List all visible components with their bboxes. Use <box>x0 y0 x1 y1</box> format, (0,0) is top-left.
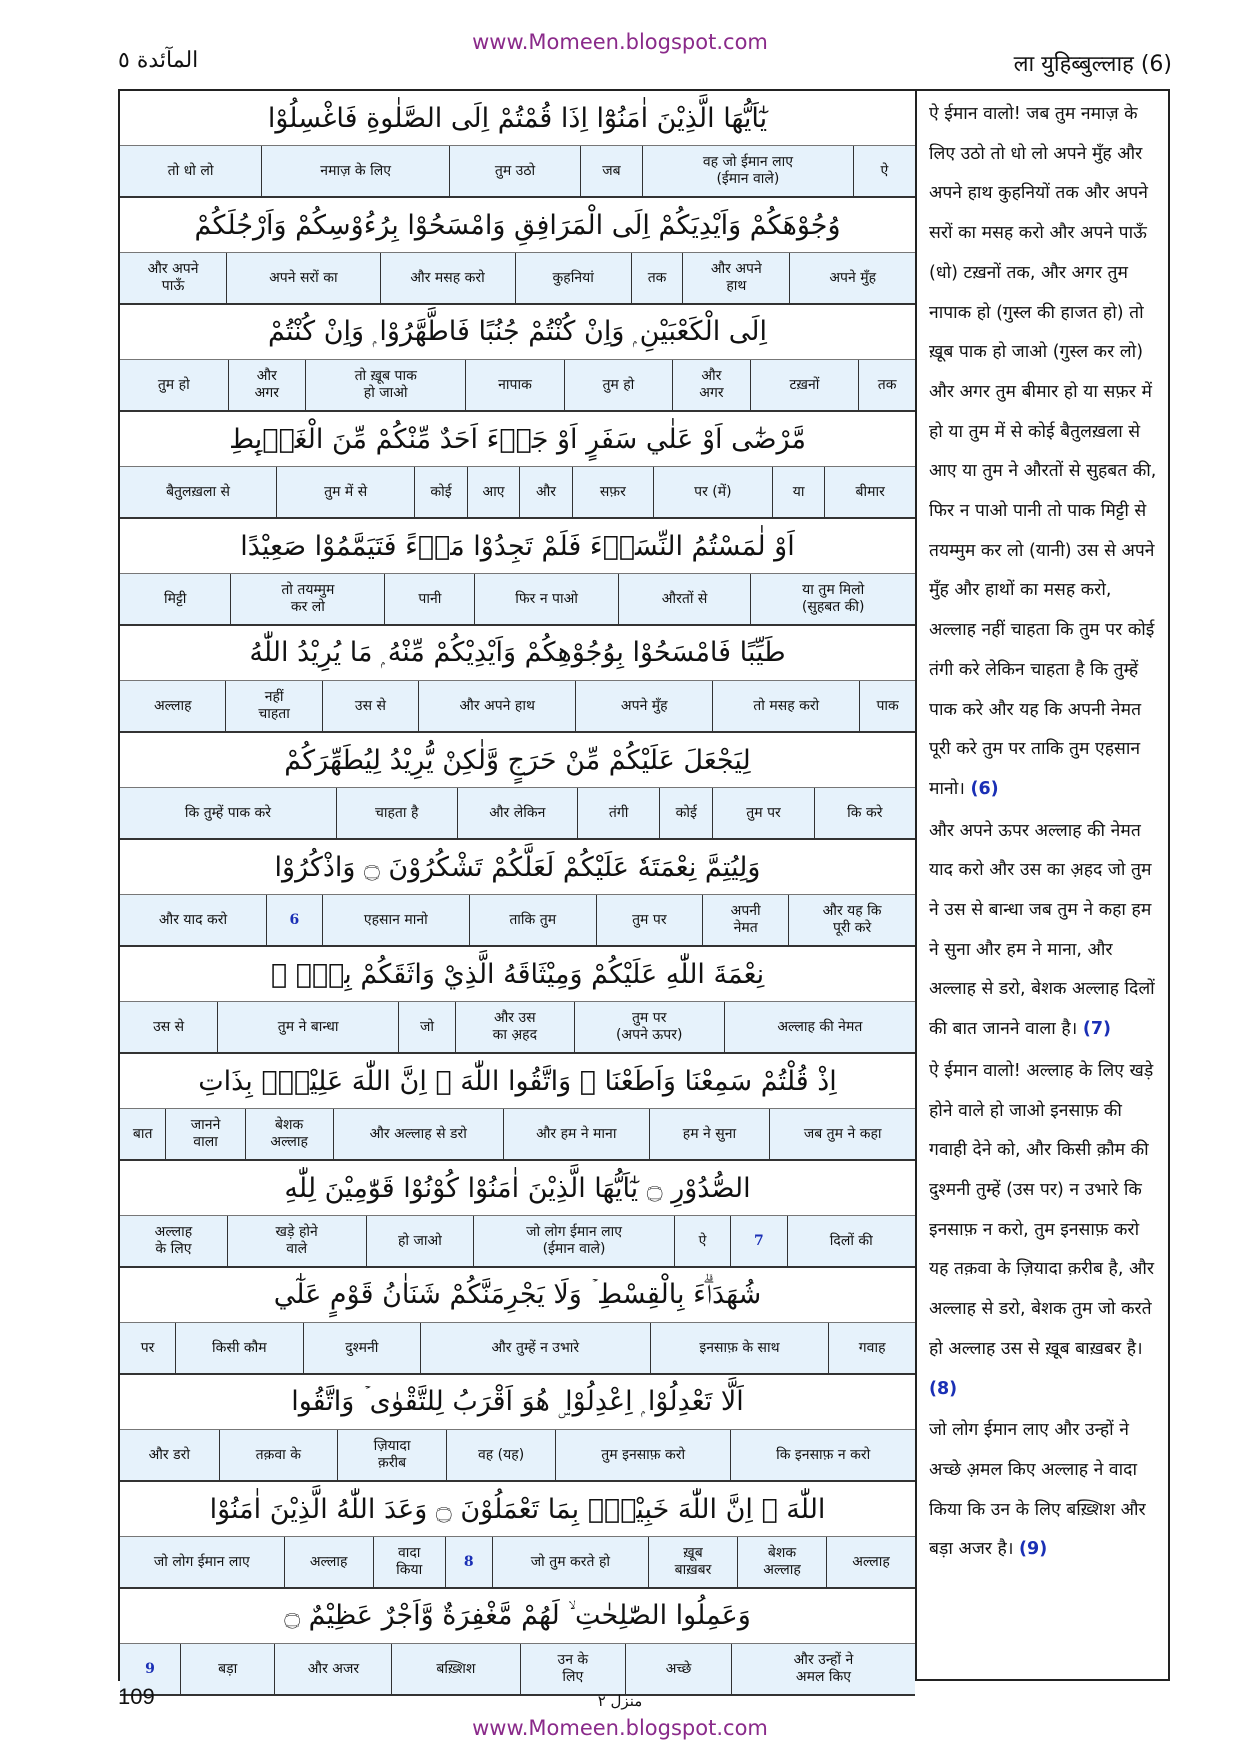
word-translation-row <box>120 1644 915 1696</box>
paragraph-text: और अपने ऊपर अल्लाह की नेमत याद करो और उस का अ़हद जो तुम ने उस से बान्धा जब तुम ने कहा हम ने सुना और हम ने माना, और अल्लाह से डरो, बेशक अल्लाह दिलों की बात जानने वाला है। <box>929 820 1155 1040</box>
word-cell: तुम पर (अपने ऊपर) <box>574 1002 724 1052</box>
word-cell: कि तुम्हें पाक करे <box>184 804 272 821</box>
paragraph-text: ऐ ईमान वालो! जब तुम नमाज़ के लिए उठो तो धो लो अपने मुँह और अपने हाथ कुहनियों तक और अपने सरों का मसह करो और अपने पाऊँ (धो) टख़नों तक, और अगर तुम नापाक हो (गुस्ल की हाजत हो) तो ख़ूब पाक हो जाओ (गुस्ल कर लो) और अगर तुम बीमार हो या सफ़र में हो या तुम में से कोई बैतुलख़ला से आए या तुम ने औरतों से सुहबत की, फिर न पाओ पानी तो पाक मिट्टी से तयम्मुम कर लो (यानी) उस से अपने मुँह और हाथों का मसह करो, अल्लाह नहीं चाहता कि तुम पर कोई तंगी करे लेकिन चाहता है कि तुम्हें पाक करे और यह कि अपनी नेमत पूरी करे तुम पर ताकि तुम एहसान मानो। <box>929 104 1157 799</box>
word-cell: जब तुम ने कहा <box>769 1109 915 1159</box>
word-cell: अल्लाह <box>153 697 192 714</box>
word-cell: नहीं चाहता <box>225 681 321 731</box>
arabic-line: طَيِّبًا فَامْسَحُوْا بِوُجُوْهِكُمْ وَاَيْدِيْكُمْ مِّنْهُ ۭ مَا يُرِيْدُ اللّٰهُ <box>120 626 915 681</box>
para-title: ला युहिब्बुल्लाह (6) <box>1013 52 1172 77</box>
word-cell: 9 <box>145 1660 155 1677</box>
word-cell: तो तयम्मुम कर लो <box>230 574 384 624</box>
word-cell: सफ़र <box>572 467 653 517</box>
word-cell: दिलों की <box>787 1216 915 1266</box>
word-cell: और लेकिन <box>457 788 578 838</box>
arabic-line: الصُّدُوْرِ ۝ يٰٓاَيُّهَا الَّذِيْنَ اٰمَنُوْا كُوْنُوْا قَوّٰمِيْنَ لِلّٰهِ <box>120 1161 915 1216</box>
word-cell: और मसह करो <box>380 253 515 303</box>
paragraph-text: ऐ ईमान वालो! अल्लाह के लिए खड़े होने वाले हो जाओ इनसाफ़ की गवाही देने को, और किसी क़ौम की दुश्मनी तुम्हें (उस पर) न उभारे कि इनसाफ़ न करो, तुम इनसाफ़ करो यह तक़वा के ज़ियादा क़रीब है, और अल्लाह से डरो, बेशक तुम जो करते हो अल्लाह उस से ख़ूब बाख़बर है। <box>929 1060 1154 1359</box>
word-cell: किसी कौम <box>175 1323 303 1373</box>
word-cell: नमाज़ के लिए <box>261 146 449 196</box>
word-cell: ऐ <box>853 146 915 196</box>
word-cell: अपने सरों का <box>226 253 379 303</box>
word-cell: तो धो लो <box>167 162 214 179</box>
word-cell: औरतों से <box>618 574 751 624</box>
surah-name: المآئدة ٥ <box>118 48 199 73</box>
word-translation-row <box>120 146 915 198</box>
word-cell: और तुम्हें न उभारे <box>420 1323 650 1373</box>
word-cell: और याद करो <box>158 911 228 928</box>
word-cell: जो तुम करते हो <box>492 1537 648 1587</box>
word-cell: उस से <box>153 1018 185 1035</box>
word-translation-row <box>120 467 915 519</box>
word-cell: जब <box>580 146 642 196</box>
word-cell: पानी <box>384 574 474 624</box>
word-cell: जो लोग ईमान लाए <box>153 1553 250 1570</box>
arabic-line: اَوْ لٰمَسْتُمُ النِّسَاۗءَ فَلَمْ تَجِدُوْا مَاۗءً فَتَيَمَّمُوْا صَعِيْدًا <box>120 519 915 574</box>
word-cell: कोई <box>659 788 712 838</box>
arabic-line: اِذْ قُلْتُمْ سَمِعْنَا وَاَطَعْنَا ۡ وَاتَّقُوا اللّٰهَ ۭ اِنَّ اللّٰهَ عَلِيْمٌۢ بِذَاتِ <box>120 1054 915 1109</box>
word-cell: पाक <box>859 681 915 731</box>
word-cell: अपने मुँह <box>575 681 712 731</box>
word-cell: तुम पर <box>596 895 702 945</box>
word-cell: गवाह <box>828 1323 915 1373</box>
word-cell: मिट्टी <box>163 590 187 607</box>
word-cell: और उस का अ़हद <box>455 1002 574 1052</box>
word-cell: ऐ <box>674 1216 730 1266</box>
word-translation-row <box>120 1109 915 1161</box>
word-cell: और अजर <box>274 1644 391 1694</box>
word-translation-row <box>120 574 915 626</box>
word-cell: उस से <box>322 681 418 731</box>
translation-column <box>919 91 1167 1572</box>
word-translation-row <box>120 1430 915 1482</box>
word-cell: कुहनियां <box>515 253 631 303</box>
arabic-line: نِعْمَةَ اللّٰهِ عَلَيْكُمْ وَمِيْثَاقَهُ الَّذِيْ وَاثَقَكُمْ بِهٖٓ ۙ <box>120 947 915 1002</box>
word-cell: दुश्मनी <box>303 1323 420 1373</box>
paragraph-text: जो लोग ईमान लाए और उन्हों ने अच्छे अ़मल किए अल्लाह ने वादा किया कि उन के लिए बख़्शिश और बड़ा अजर है। <box>929 1420 1146 1560</box>
word-cell: एहसान मानो <box>322 895 469 945</box>
arabic-line: وَعَمِلُوا الصّٰلِحٰتِ ۙ لَهُمْ مَّغْفِرَةٌ وَّاَجْرٌ عَظِيْمٌ ۝ <box>120 1589 915 1644</box>
word-cell: अल्लाह <box>284 1537 373 1587</box>
verse-number: (9) <box>1019 1539 1048 1560</box>
word-cell: तुम पर <box>712 788 813 838</box>
word-cell: ताकि तुम <box>469 895 596 945</box>
word-cell: ख़ूब बाख़बर <box>648 1537 737 1587</box>
verse-number: (8) <box>929 1378 958 1399</box>
word-cell: कोई <box>414 467 467 517</box>
word-cell: चाहता है <box>336 788 457 838</box>
word-cell: बैतुलख़ला से <box>166 483 231 500</box>
word-cell: पर <box>140 1339 155 1356</box>
page-number: 109 <box>118 1684 155 1709</box>
word-cell: ज़ियादा क़रीब <box>337 1430 446 1480</box>
header-url: www.Momeen.blogspot.com <box>472 30 768 54</box>
word-cell: तुम हो <box>564 360 673 410</box>
word-cell: और अपने पाऊँ <box>147 261 199 294</box>
word-translation-row <box>120 253 915 305</box>
word-cell: खड़े होने वाले <box>227 1216 366 1266</box>
word-cell: तुम ने बान्धा <box>217 1002 398 1052</box>
manzil-label: منزل ٢ <box>597 1692 643 1710</box>
arabic-line: شُهَدَاۗءَ بِالْقِسْطِ ۡ وَلَا يَجْرِمَنَّكُمْ شَنَاٰنُ قَوْمٍ عَلٰٓي <box>120 1268 915 1323</box>
word-cell: जानने वाला <box>165 1109 244 1159</box>
translation-paragraph <box>929 1411 1161 1570</box>
word-cell: तुम उठो <box>449 146 580 196</box>
arabic-line: اِلَى الْكَعْبَيْنِ ۭ وَاِنْ كُنْتُمْ جُنُبًا فَاطَّهَّرُوْا ۭ وَاِنْ كُنْتُمْ <box>120 305 915 360</box>
word-translation-row <box>120 360 915 412</box>
word-cell: तुम में से <box>276 467 414 517</box>
word-cell: और <box>519 467 572 517</box>
word-translation-row <box>120 681 915 733</box>
word-cell: वादा किया <box>373 1537 445 1587</box>
word-cell: बीमार <box>824 467 915 517</box>
arabic-line: اَلَّا تَعْدِلُوْا ۭ اِعْدِلُوْا ۣ هُوَ اَقْرَبُ لِلتَّقْوٰى ۡ وَاتَّقُوا <box>120 1375 915 1430</box>
arabic-line: لِيَجْعَلَ عَلَيْكُمْ مِّنْ حَرَجٍ وَّلٰكِنْ يُّرِيْدُ لِيُطَهِّرَكُمْ <box>120 733 915 788</box>
verse-number: (7) <box>1082 1019 1112 1040</box>
word-translation-row <box>120 788 915 840</box>
word-cell: पर (में) <box>653 467 772 517</box>
word-cell: या <box>772 467 825 517</box>
word-translation-row <box>120 895 915 947</box>
word-cell: तंगी <box>577 788 659 838</box>
translation-paragraph <box>929 812 1161 1050</box>
word-cell: अल्लाह के लिए <box>154 1224 193 1257</box>
page-frame <box>118 89 1170 1685</box>
word-cell: कि करे <box>814 788 915 838</box>
word-cell: 8 <box>445 1537 492 1587</box>
arabic-line: اللّٰهَ ۭ اِنَّ اللّٰهَ خَبِيْرٌۢ بِمَا تَعْمَلُوْنَ ۝ وَعَدَ اللّٰهُ الَّذِيْنَ اٰمَنُوْا <box>120 1482 915 1537</box>
word-cell: वह (यह) <box>446 1430 555 1480</box>
word-cell: तो ख़ूब पाक हो जाओ <box>305 360 465 410</box>
word-cell: अच्छे <box>625 1644 731 1694</box>
word-cell: तुम हो <box>157 376 190 393</box>
word-cell: फिर न पाओ <box>474 574 617 624</box>
word-cell: और अपने हाथ <box>418 681 575 731</box>
word-translation-row <box>120 1323 915 1375</box>
word-cell: तक <box>858 360 915 410</box>
arabic-line: وُجُوْهَكُمْ وَاَيْدِيَكُمْ اِلَى الْمَرَافِقِ وَامْسَحُوْا بِرُءُوْسِكُمْ وَاَرْجُلَكُمْ <box>120 198 915 253</box>
word-cell: जो <box>398 1002 455 1052</box>
word-cell: उन के लिए <box>520 1644 626 1694</box>
word-cell: बात <box>132 1125 153 1142</box>
translation-paragraph <box>929 95 1161 810</box>
word-cell: और अगर <box>672 360 750 410</box>
word-cell: तक़वा के <box>219 1430 337 1480</box>
word-cell: 6 <box>266 895 322 945</box>
word-cell: और डरो <box>148 1446 190 1463</box>
translation-paragraph <box>929 1052 1161 1409</box>
verse-grid <box>120 91 917 1685</box>
word-cell: हो जाओ <box>366 1216 474 1266</box>
arabic-line: مَّرْضٰٓى اَوْ عَلٰي سَفَرٍ اَوْ جَاۗءَ اَحَدٌ مِّنْكُمْ مِّنَ الْغَاۗىِٕطِ <box>120 412 915 467</box>
arabic-line: وَلِيُتِمَّ نِعْمَتَهٗ عَلَيْكُمْ لَعَلَّكُمْ تَشْكُرُوْنَ ۝ وَاذْكُرُوْا <box>120 840 915 895</box>
word-cell: अल्लाह <box>826 1537 915 1587</box>
verse-number: (6) <box>970 778 999 799</box>
word-cell: और उन्हों ने अमल किए <box>731 1644 915 1694</box>
word-cell: अपनी नेमत <box>702 895 788 945</box>
word-translation-row <box>120 1216 915 1268</box>
word-cell: और अपने हाथ <box>682 253 789 303</box>
word-cell: कि इनसाफ़ न करो <box>730 1430 915 1480</box>
word-cell: तो मसह करो <box>712 681 859 731</box>
arabic-line: يٰٓاَيُّهَا الَّذِيْنَ اٰمَنُوْٓا اِذَا قُمْتُمْ اِلَى الصَّلٰوةِ فَاغْسِلُوْا <box>120 91 915 146</box>
word-cell: बेशक अल्लाह <box>737 1537 826 1587</box>
word-cell: आए <box>467 467 520 517</box>
word-cell: और अगर <box>228 360 306 410</box>
word-cell: नापाक <box>465 360 563 410</box>
word-cell: बेशक अल्लाह <box>245 1109 333 1159</box>
word-cell: और यह कि पूरी करे <box>788 895 915 945</box>
word-cell: वह जो ईमान लाए (ईमान वाले) <box>642 146 853 196</box>
word-cell: इनसाफ़ के साथ <box>650 1323 829 1373</box>
word-cell: हम ने सुना <box>649 1109 770 1159</box>
word-cell: बख़्शिश <box>391 1644 519 1694</box>
word-translation-row <box>120 1002 915 1054</box>
word-cell: 7 <box>730 1216 786 1266</box>
footer-url: www.Momeen.blogspot.com <box>472 1716 768 1740</box>
word-cell: अल्लाह की नेमत <box>724 1002 915 1052</box>
word-cell: और हम ने माना <box>503 1109 649 1159</box>
word-cell: या तुम मिलो (सुहबत की) <box>750 574 915 624</box>
word-cell: जो लोग ईमान लाए (ईमान वाले) <box>473 1216 673 1266</box>
word-cell: और अल्लाह से डरो <box>333 1109 503 1159</box>
word-cell: टख़नों <box>750 360 859 410</box>
word-cell: अपने मुँह <box>789 253 915 303</box>
word-cell: बड़ा <box>180 1644 275 1694</box>
word-cell: तुम इनसाफ़ करो <box>555 1430 730 1480</box>
word-cell: तक <box>631 253 682 303</box>
word-translation-row <box>120 1537 915 1589</box>
